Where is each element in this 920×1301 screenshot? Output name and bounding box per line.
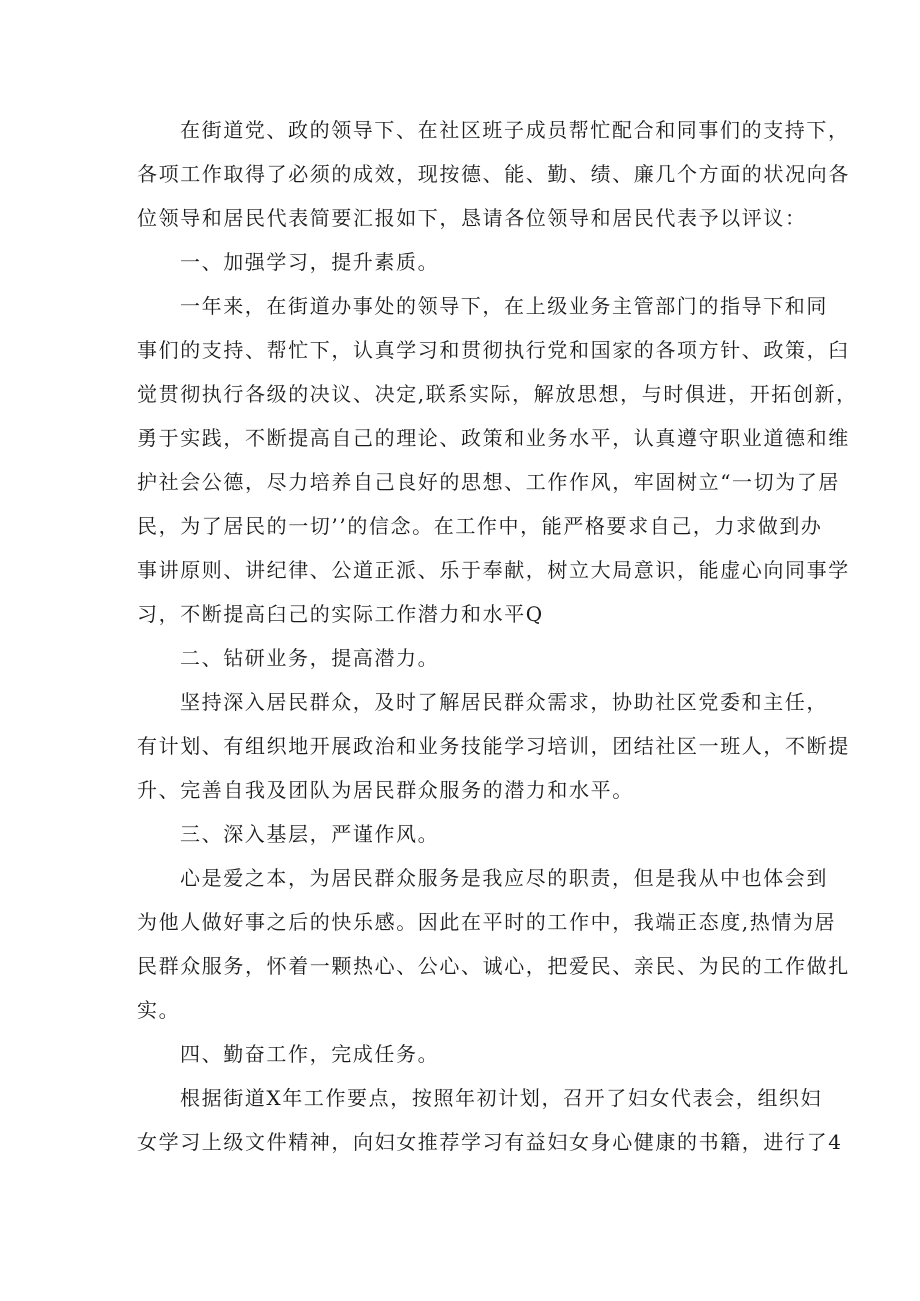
paragraph-1-line-1: 一年来，在街道办事处的领导下，在上级业务主管部门的指导下和同 xyxy=(180,294,828,318)
paragraph-intro-line-3: 位领导和居民代表简要汇报如下，恳请各位领导和居民代表予以评议： xyxy=(137,206,807,230)
paragraph-intro-line-2: 各项工作取得了必须的成效，现按德、能、勤、绩、廉几个方面的状况向各 xyxy=(137,162,850,186)
paragraph-1-line-7: 事讲原则、讲纪律、公道正派、乐于奉献，树立大局意识，能虚心向同事学 xyxy=(137,558,850,582)
paragraph-1-line-2: 事们的支持、帮忙下，认真学习和贯彻执行党和国家的各项方针、政策，臼 xyxy=(137,338,850,362)
section-heading-4: 四、勤奋工作，完成任务。 xyxy=(180,1042,440,1066)
paragraph-4-line-2: 女学习上级文件精神，向妇女推荐学习有益妇女身心健康的书籍，进行了4 xyxy=(137,1130,843,1154)
paragraph-1-line-6: 民，为了居民的一切’’的信念。在工作中，能严格要求自己，力求做到办 xyxy=(137,514,823,538)
paragraph-1-line-4: 勇于实践，不断提高自己的理论、政策和业务水平，认真遵守职业道德和维 xyxy=(137,426,850,450)
paragraph-3-line-4: 实。 xyxy=(137,998,181,1022)
section-heading-1: 一、加强学习，提升素质。 xyxy=(180,250,440,274)
paragraph-1-line-5: 护社会公德，尽力培养自己良好的思想、工作作风，牢固树立“一切为了居 xyxy=(137,470,841,494)
paragraph-3-line-3: 民群众服务，怀着一颗热心、公心、诚心，把爱民、亲民、为民的工作做扎 xyxy=(137,954,850,978)
paragraph-2-line-2: 有计划、有组织地开展政治和业务技能学习培训，团结社区一班人，不断提 xyxy=(137,734,850,758)
paragraph-3-line-2: 为他人做好事之后的快乐感。因此在平时的工作中，我端正态度,热情为居 xyxy=(137,910,837,934)
paragraph-1-line-8: 习，不断提高臼己的实际工作潜力和水平Q xyxy=(137,602,544,626)
paragraph-intro-line-1: 在街道党、政的领导下、在社区班子成员帮忙配合和同事们的支持下， xyxy=(180,118,850,142)
paragraph-1-line-3: 觉贯彻执行各级的决议、决定,联系实际，解放思想，与时俱进，开拓创新， xyxy=(137,382,858,406)
paragraph-3-line-1: 心是爱之本，为居民群众服务是我应尽的职责，但是我从中也体会到 xyxy=(180,866,828,890)
paragraph-2-line-1: 坚持深入居民群众，及时了解居民群众需求，协助社区党委和主任， xyxy=(180,690,828,714)
section-heading-3: 三、深入基层，严谨作风。 xyxy=(180,822,440,846)
section-heading-2: 二、钻研业务，提高潜力。 xyxy=(180,646,440,670)
paragraph-2-line-3: 升、完善自我及团队为居民群众服务的潜力和水平。 xyxy=(137,778,634,802)
paragraph-4-line-1: 根据街道X年工作要点，按照年初计划，召开了妇女代表会，组织妇 xyxy=(180,1086,823,1110)
